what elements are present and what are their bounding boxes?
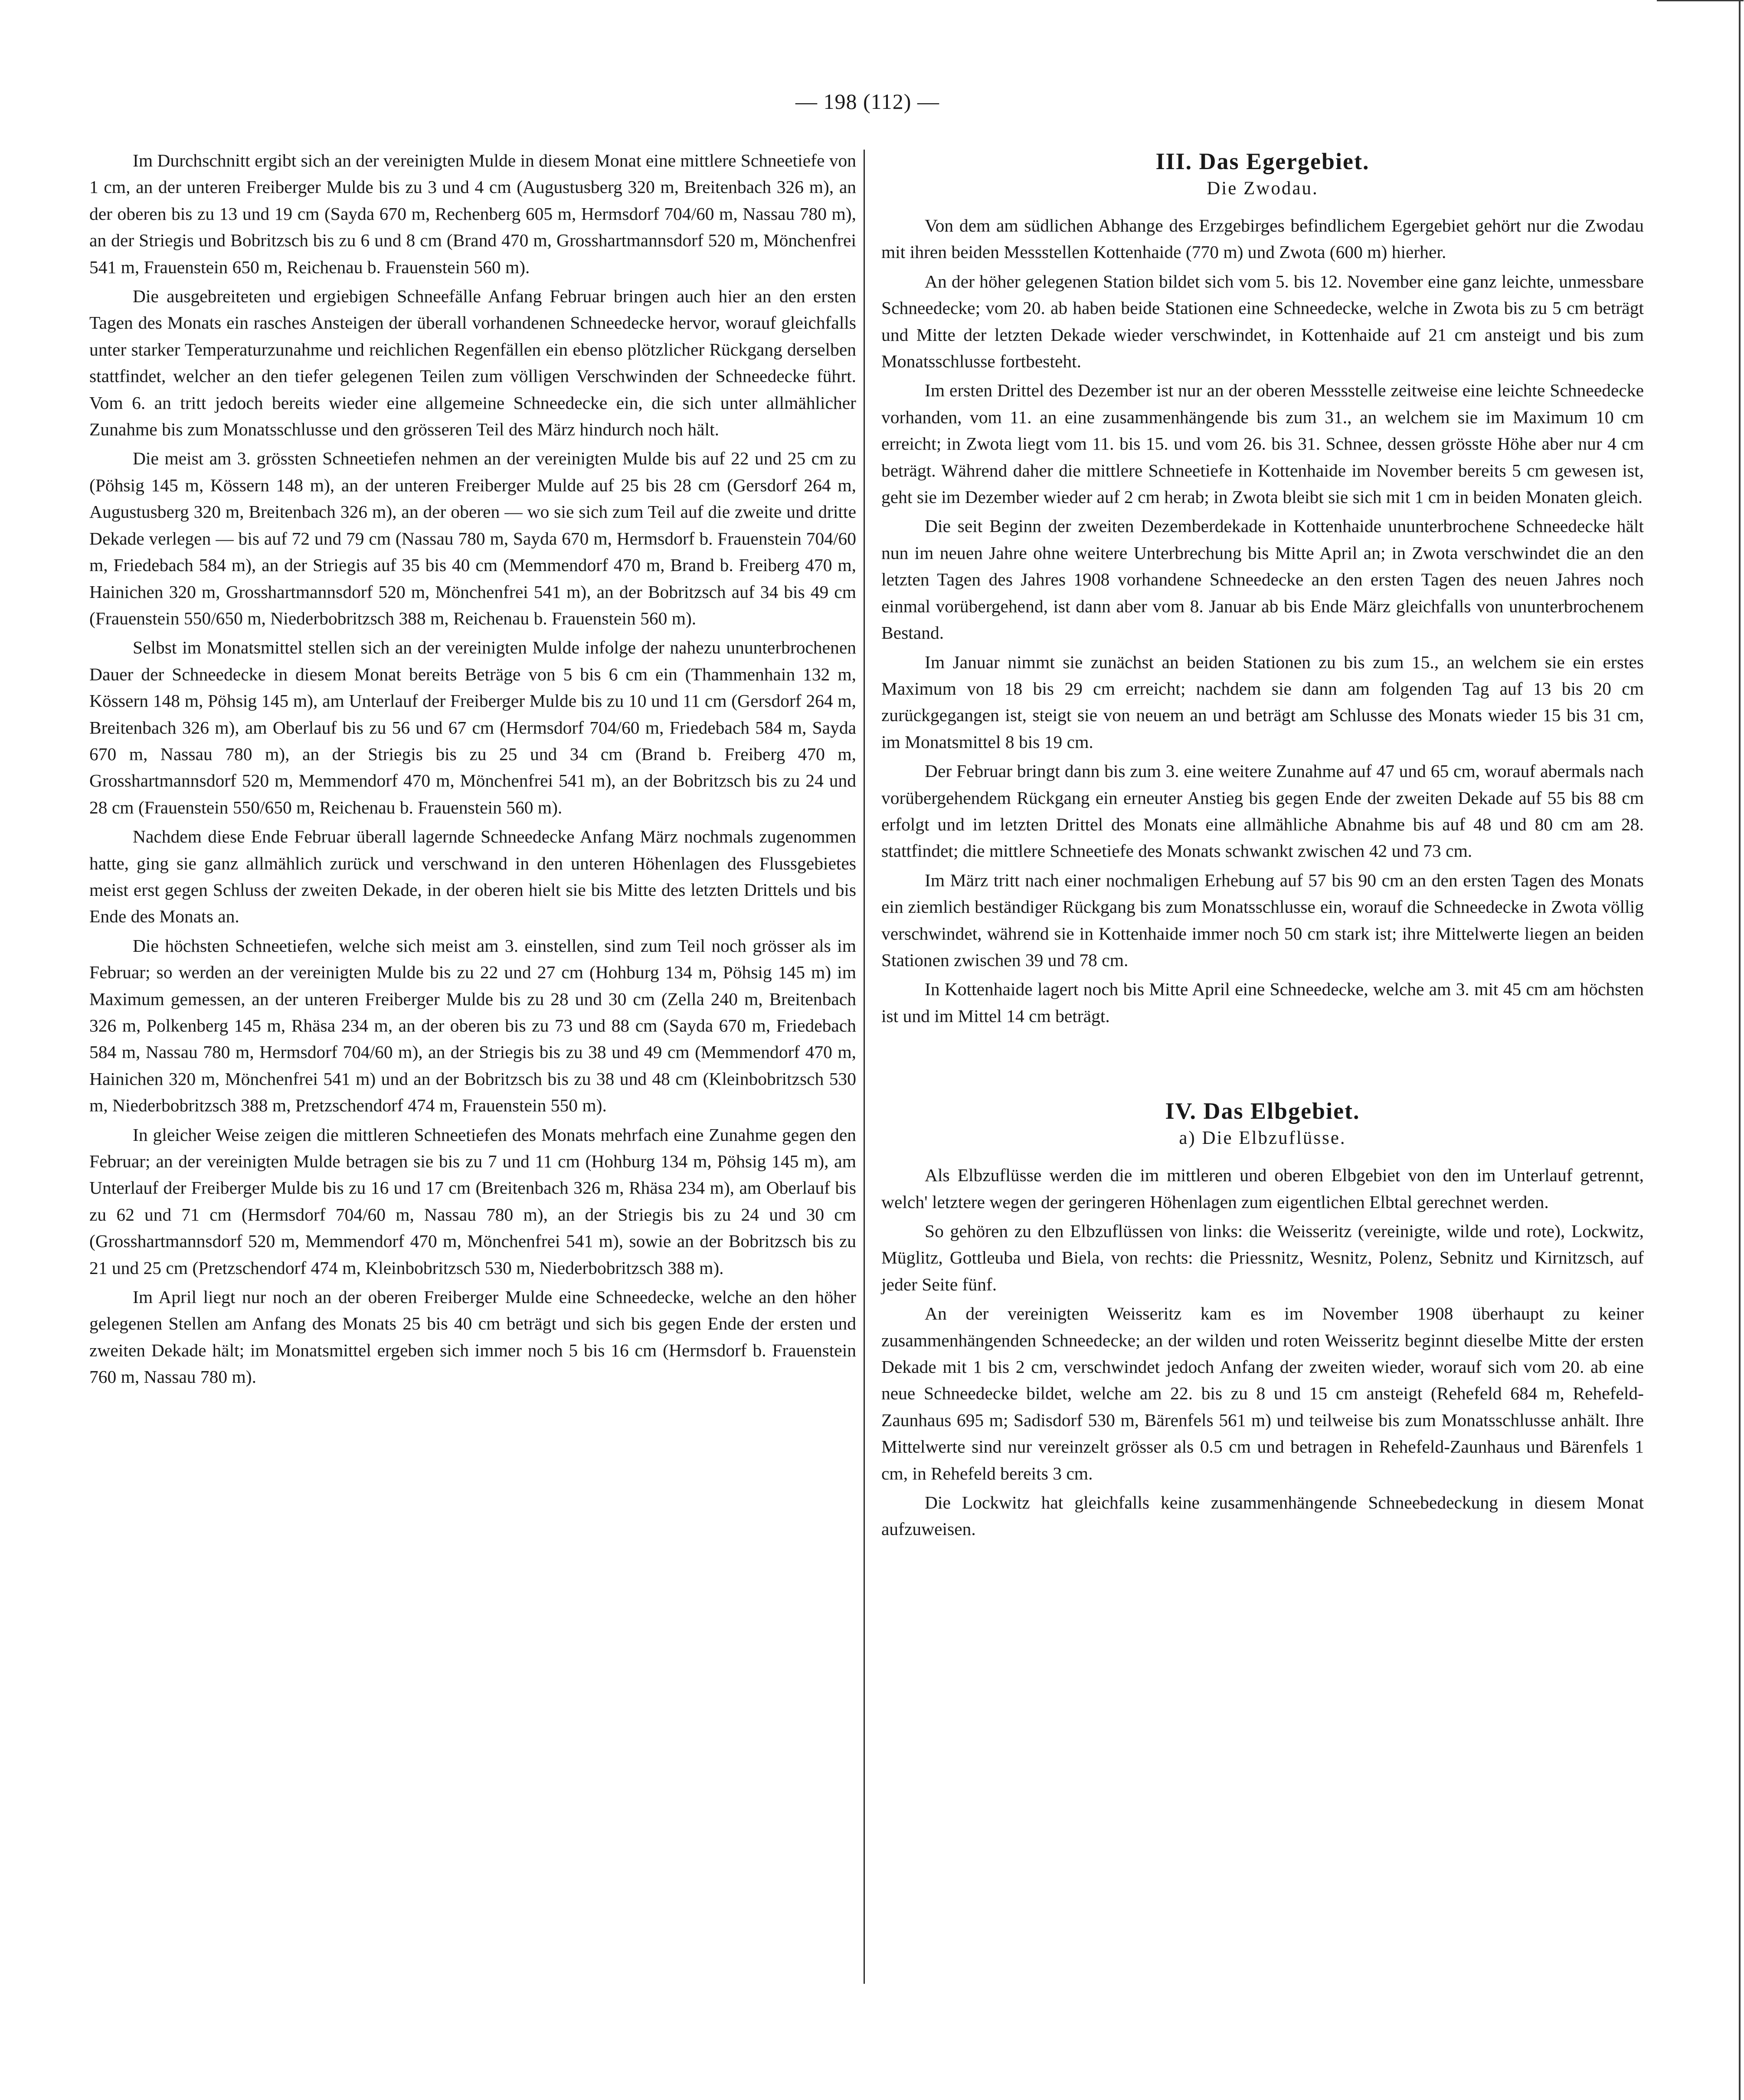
paragraph: Der Februar bringt dann bis zum 3. eine weitere Zunahme auf 47 und 65 cm, worauf abermals nach vorübergehendem Rückgang ein erneuter Anstieg bis gegen Ende der zweiten Dekade auf 55 bis 88 cm erfolgt und im letzten Drittel des Monats eine allmähliche Abnahme bis auf 48 und 80 cm am 28. stattfindet; die mittlere Schneetiefe des Monats schwankt zwischen 42 und 73 cm. [881,761,1644,861]
paragraph: Im ersten Drittel des Dezember ist nur an der oberen Messstelle zeitweise eine leichte Schneedecke vorhanden, vom 11. an eine zusammenhängende bis zum 31., an welchem sie im Maximum 10 cm erreicht; in Zwota liegt vom 11. bis 15. und vom 26. bis 31. Schnee, dessen grösste Höhe aber nur 4 cm beträgt. Während daher die mittlere Schneetiefe in Kottenhaide im November bereits 5 cm gewesen ist, geht sie im Dezember wieder auf 2 cm herab; in Zwota bleibt sie sich mit 1 cm in beiden Monaten gleich. [881,380,1644,507]
paragraph: Als Elbzuflüsse werden die im mittleren und oberen Elbgebiet von den im Unterlauf getrennt, welch' letztere wegen der geringeren Höhenlagen zum eigentlichen Elbtal gerechnet werden. [881,1165,1644,1212]
paragraph: Die höchsten Schneetiefen, welche sich meist am 3. einstellen, sind zum Teil noch grösser als im Februar; so werden an der vereinigten Mulde bis zu 22 und 27 cm (Hohburg 134 m, Pöhsig 145 m) im Maximum gemessen, an der unteren Freiberger Mulde bis zu 28 und 30 cm (Zella 240 m, Breitenbach 326 m, Polkenberg 145 m, Rhäsa 234 m, an der oberen bis zu 73 und 88 cm (Sayda 670 m, Friedebach 584 m, Nassau 780 m, Hermsdorf 704/60 m), an der Striegis bis zu 38 und 49 cm (Memmendorf 470 m, Hainichen 320 m, Mönchenfrei 541 m) und an der Bobritzsch bis zu 38 und 48 cm (Kleinbobritzsch 530 m, Niederbobritzsch 388 m, Pretzschendorf 474 m, Frauenstein 550 m). [89,935,856,1116]
section-title: III. Das Egergebiet. [1155,148,1370,174]
paragraph: Die ausgebreiteten und ergiebigen Schneefälle Anfang Februar bringen auch hier an den ersten Tagen des Monats ein rasches Ansteigen der überall vorhandenen Schneedecke hervor, worauf gleichfalls unter starker Temperaturzunahme und reichlichen Regenfällen ein ebenso plötzlicher Rückgang derselben stattfindet, welcher an den tiefer gelegenen Teilen zum völligen Verschwinden der Schneedecke führt. Vom 6. an tritt jedoch bereits wieder eine allgemeine Schneedecke ein, die sich unter allmählicher Zunahme bis zum Monatsschlusse und den grösseren Teil des März hindurch noch hält. [89,286,856,440]
section-egergebiet [881,147,1644,1029]
paragraph: Die seit Beginn der zweiten Dezemberdekade in Kottenhaide ununterbrochene Schneedecke hält nun im neuen Jahre ohne weitere Unterbrechung bis Mitte April an; in Zwota verschwindet die an den letzten Tagen des Jahres 1908 vorhandene Schneedecke an den ersten Tagen des neuen Jahres noch einmal vorübergehend, ist dann aber vom 8. Januar ab bis Ende März gleichfalls von ununterbrochenem Bestand. [881,516,1644,643]
paragraph: So gehören zu den Elbzuflüssen von links: die Weisseritz (vereinigte, wilde und rote), Lockwitz, Müglitz, Gottleuba und Biela, von rechts: die Priessnitz, Wesnitz, Polenz, Sebnitz und Kirnitzsch, auf jeder Seite fünf. [881,1221,1644,1294]
section-spacer [881,1032,1644,1097]
paragraph: Im März tritt nach einer nochmaligen Erhebung auf 57 bis 90 cm an den ersten Tagen des Monats ein ziemlich beständiger Rückgang bis zum Monatsschlusse ein, worauf die Schneedecke in Zwota völlig verschwindet, während sie in Kottenhaide immer noch 50 cm stark ist; ihre Mittelwerte liegen an beiden Stationen zwischen 39 und 78 cm. [881,870,1644,970]
paragraph: In Kottenhaide lagert noch bis Mitte April eine Schneedecke, welche am 3. mit 45 cm am höchsten ist und im Mittel 14 cm beträgt. [881,979,1644,1026]
paragraph: In gleicher Weise zeigen die mittleren Schneetiefen des Monats mehrfach eine Zunahme gegen den Februar; an der vereinigten Mulde betragen sie bis zu 7 und 11 cm (Hohburg 134 m, Pöhsig 145 m), am Unterlauf der Freiberger Mulde bis zu 16 und 17 cm (Breitenbach 326 m, Rhäsa 234 m), am Oberlauf bis zu 62 und 71 cm (Hermsdorf 704/60 m, Nassau 780 m), an der Striegis bis zu 24 und 30 cm (Grosshartmannsdorf 520 m, Memmendorf 470 m, Mönchenfrei 541 m), sowie an der Bobritzsch bis zu 21 und 25 cm (Pretzschendorf 474 m, Kleinbobritzsch 530 m, Niederbobritzsch 388 m). [89,1124,856,1278]
paragraph: Selbst im Monatsmittel stellen sich an der vereinigten Mulde infolge der nahezu ununterbrochenen Dauer der Schneedecke in diesem Monat bereits Beträge von 5 bis 6 cm ein (Thammenhain 132 m, Kössern 148 m, Pöhsig 145 m), am Unterlauf der Freiberger Mulde bis zu 10 und 11 cm (Gersdorf 264 m, Breitenbach 326 m), am Oberlauf bis zu 56 und 67 cm (Hermsdorf 704/60 m, Friedebach 584 m, Sayda 670 m, Nassau 780 m), an der Striegis bis zu 25 und 34 cm (Brand b. Freiberg 470 m, Grosshartmannsdorf 520 m, Memmendorf 470 m, Mönchenfrei 541 m), an der Bobritzsch bis zu 24 und 28 cm (Frauenstein 550/650 m, Reichenau b. Frauenstein 560 m). [89,637,856,817]
section-title: IV. Das Elbgebiet. [1165,1098,1360,1124]
paragraph: Im April liegt nur noch an der oberen Freiberger Mulde eine Schneedecke, welche an den höher gelegenen Stellen am Anfang des Monats 25 bis 40 cm beträgt und sich bis gegen Ende der ersten und zweiten Dekade hält; im Monatsmittel ergeben sich immer noch 5 bis 16 cm (Hermsdorf b. Frauenstein 760 m, Nassau 780 m). [89,1287,856,1387]
right-edge-rule [1739,0,1741,2100]
paragraph: Im Januar nimmt sie zunächst an beiden Stationen zu bis zum 15., an welchem sie ein erstes Maximum von 18 bis 29 cm erreicht; nachdem sie dann am folgenden Tag auf 13 bis 20 cm zurückgegangen ist, steigt sie von neuem an und beträgt am Schlusse des Monats wieder 15 bis 31 cm, im Monatsmittel 8 bis 19 cm. [881,652,1644,752]
section-subtitle: a) Die Elbzuflüsse. [1179,1128,1346,1149]
left-column [89,147,856,1393]
section-elbgebiet [881,1097,1644,1543]
paragraph: Im Durchschnitt ergibt sich an der vereinigten Mulde in diesem Monat eine mittlere Schneetiefe von 1 cm, an der unteren Freiberger Mulde bis zu 3 und 4 cm (Augustusberg 320 m, Breitenbach 326 m), an der oberen bis zu 13 und 19 cm (Sayda 670 m, Rechenberg 605 m, Hermsdorf 704/60 m, Nassau 780 m), an der Striegis und Bobritzsch bis zu 6 und 8 cm (Brand 470 m, Grosshartmannsdorf 520 m, Mönchenfrei 541 m, Frauenstein 650 m, Reichenau b. Frauenstein 560 m). [89,150,856,277]
section-subtitle: Die Zwodau. [1207,178,1319,199]
top-edge-rule [1657,0,1744,1]
page-number: — 198 (112) — [795,89,939,114]
paragraph: An der vereinigten Weisseritz kam es im November 1908 überhaupt zu keiner zusammenhängenden Schneedecke; an der wilden und roten Weisseritz beginnt dieselbe Mitte der ersten Dekade mit 1 bis 2 cm, verschwindet jedoch Anfang der zweiten wieder, worauf sich vom 20. ab eine neue Schneedecke bildet, welche am 22. bis zu 8 und 15 cm ansteigt (Rehefeld 684 m, Rehefeld-Zaunhaus 695 m; Sadisdorf 530 m, Bärenfels 561 m) und teilweise bis zum Monatsschlusse anhält. Ihre Mittelwerte sind nur vereinzelt grösser als 0.5 cm und betragen in Rehefeld-Zaunhaus und Bärenfels 1 cm, in Rehefeld bereits 3 cm. [881,1303,1644,1483]
right-column [881,147,1644,1545]
paragraph: Die meist am 3. grössten Schneetiefen nehmen an der vereinigten Mulde bis auf 22 und 25 cm zu (Pöhsig 145 m, Kössern 148 m), an der unteren Freiberger Mulde auf 25 bis 28 cm (Gersdorf 264 m, Augustusberg 320 m, Breitenbach 326 m), an der oberen — wo sie sich zum Teil auf die zweite und dritte Dekade verlegen — bis auf 72 und 79 cm (Nassau 780 m, Sayda 670 m, Hermsdorf b. Frauenstein 704/60 m, Friedebach 584 m), an der Striegis auf 35 bis 40 cm (Memmendorf 470 m, Brand b. Freiberg 470 m, Hainichen 320 m, Grosshartmannsdorf 520 m, Mönchenfrei 541 m), an der Bobritzsch auf 34 bis 49 cm (Frauenstein 550/650 m, Niederbobritzsch 388 m, Reichenau b. Frauenstein 560 m). [89,448,856,628]
column-divider [864,150,865,1984]
paragraph: An der höher gelegenen Station bildet sich vom 5. bis 12. November eine ganz leichte, unmessbare Schneedecke; vom 20. ab haben beide Stationen eine Schneedecke, welche in Zwota bis zu 5 cm beträgt und Mitte der letzten Dekade wieder verschwindet, in Kottenhaide auf 21 cm ansteigt und bis zum Monatsschlusse fortbesteht. [881,271,1644,372]
paragraph: Von dem am südlichen Abhange des Erzgebirges befindlichem Egergebiet gehört nur die Zwodau mit ihren beiden Messstellen Kottenhaide (770 m) und Zwota (600 m) hierher. [881,216,1644,262]
paragraph: Die Lockwitz hat gleichfalls keine zusammenhängende Schneebedeckung in diesem Monat aufzuweisen. [881,1493,1644,1539]
paragraph: Nachdem diese Ende Februar überall lagernde Schneedecke Anfang März nochmals zugenommen hatte, ging sie ganz allmählich zurück und verschwand in den unteren Höhenlagen des Flussgebietes meist erst gegen Schluss der zweiten Dekade, in der oberen hielt sie bis Mitte des letzten Drittels und bis Ende des Monats an. [89,826,856,927]
